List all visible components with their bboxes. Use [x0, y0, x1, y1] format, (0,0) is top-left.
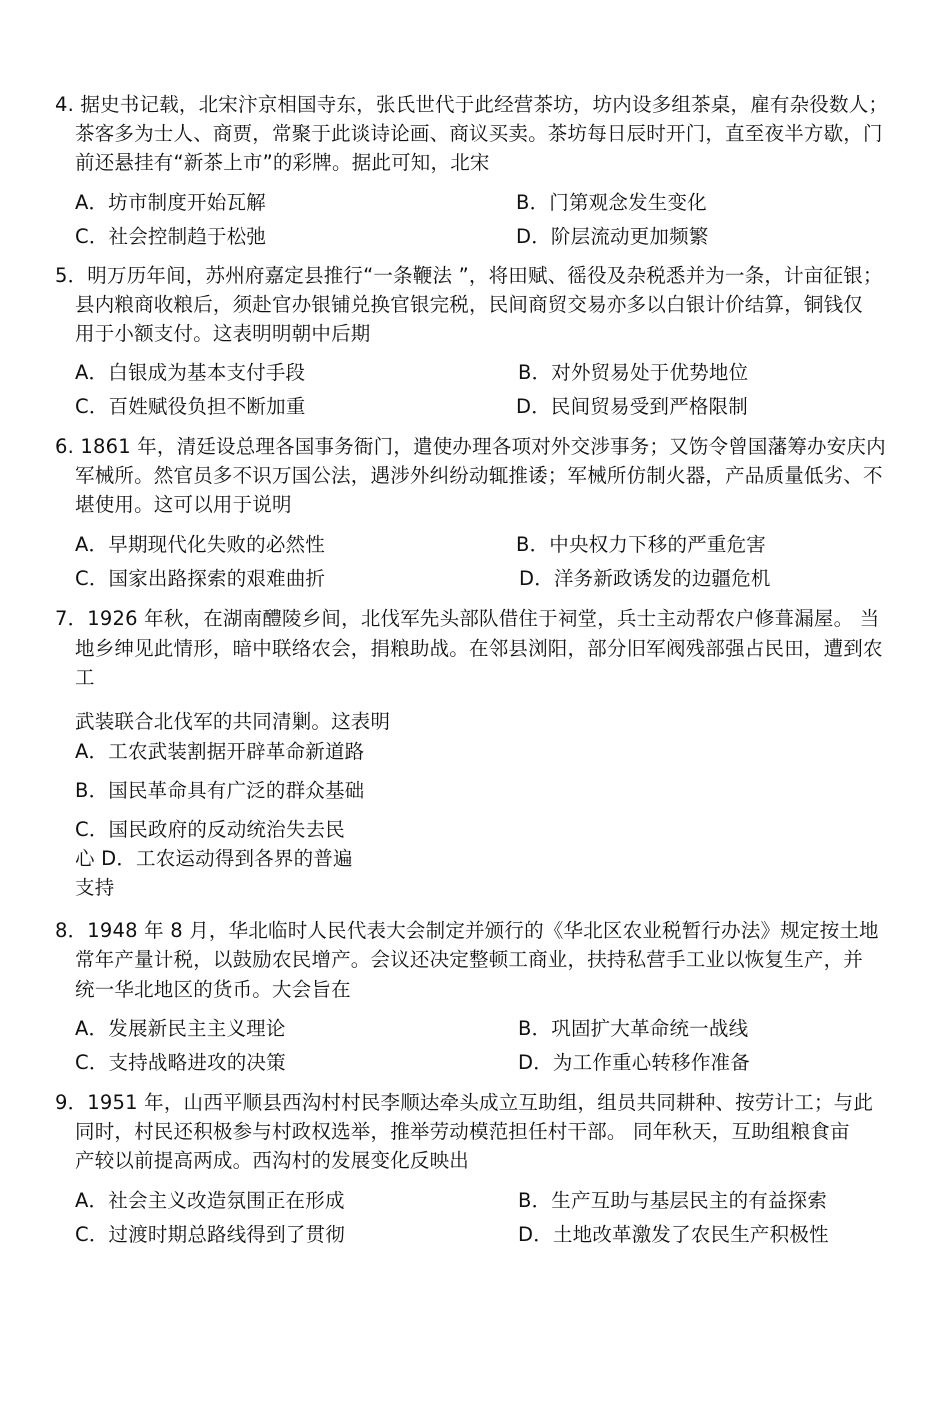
question-9-option-c[interactable]: C．过渡时期总路线得到了贯彻 [75, 1223, 345, 1246]
question-7-stem-line-3: 工 [75, 666, 95, 689]
question-5-option-b[interactable]: B．对外贸易处于优势地位 [518, 361, 749, 384]
question-7-option-c-d-line[interactable]: 心 D．工农运动得到各界的普遍 [75, 847, 353, 870]
question-9-stem-line-3: 产较以前提高两成。西沟村的发展变化反映出 [75, 1149, 470, 1172]
question-6-stem-line-3: 堪使用。这可以用于说明 [75, 493, 292, 516]
question-9-option-b[interactable]: B．生产互助与基层民主的有益探索 [518, 1189, 828, 1212]
question-8-option-b[interactable]: B．巩固扩大革命统一战线 [518, 1017, 749, 1040]
question-7-option-d-tail[interactable]: 支持 [75, 876, 115, 899]
question-5-stem-line-3: 用于小额支付。这表明明朝中后期 [75, 322, 371, 345]
question-4-stem-line-3: 前还悬挂有“新茶上市”的彩牌。据此可知，北宋 [75, 151, 490, 174]
question-9-option-a[interactable]: A．社会主义改造氛围正在形成 [75, 1189, 345, 1212]
question-7-stem-line-4: 武装联合北伐军的共同清剿。这表明 [75, 710, 391, 733]
question-8-stem-line-1: 8．1948 年 8 月，华北临时人民代表大会制定并颁行的《华北区农业税暂行办法》规定按土地 [55, 919, 879, 942]
question-4-option-d[interactable]: D．阶层流动更加频繁 [516, 225, 709, 248]
question-8-option-c[interactable]: C．支持战略进攻的决策 [75, 1051, 286, 1074]
question-8-stem-line-2: 常年产量计税，以鼓励农民增产。会议还决定整顿工商业，扶持私营手工业以恢复生产，并 [75, 948, 864, 971]
question-6-option-d[interactable]: D．洋务新政诱发的边疆危机 [519, 567, 771, 590]
question-5-stem-line-2: 县内粮商收粮后，须赴官办银铺兑换官银完税，民间商贸交易亦多以白银计价结算，铜钱仅 [75, 293, 864, 316]
question-7-option-a[interactable]: A．工农武装割据开辟革命新道路 [75, 740, 365, 763]
question-6-option-b[interactable]: B．中央权力下移的严重危害 [516, 533, 766, 556]
question-6-stem-line-2: 军械所。然官员多不识万国公法，遇涉外纠纷动辄推诿；军械所仿制火器，产品质量低劣、不 [75, 464, 883, 487]
question-8-option-a[interactable]: A．发展新民主主义理论 [75, 1017, 286, 1040]
question-4-option-a[interactable]: A．坊市制度开始瓦解 [75, 191, 266, 214]
question-4-option-c[interactable]: C．社会控制趋于松弛 [75, 225, 267, 248]
question-4-option-b[interactable]: B．门第观念发生变化 [516, 191, 707, 214]
question-5-option-d[interactable]: D．民间贸易受到严格限制 [516, 395, 748, 418]
question-7-option-c[interactable]: C．国民政府的反动统治失去民 [75, 818, 345, 841]
question-7-stem-line-2: 地乡绅见此情形，暗中联络农会，捐粮助战。在邻县浏阳，部分旧军阀残部强占民田，遭到农 [75, 637, 883, 660]
question-4-stem-line-1: 4. 据史书记载，北宋汴京相国寺东，张氏世代于此经营茶坊，坊内设多组茶桌，雇有杂役数人； [55, 93, 889, 116]
question-6-stem-line-1: 6. 1861 年，清廷设总理各国事务衙门，遣使办理各项对外交涉事务；又饬令曾国藩筹办安庆内 [55, 435, 886, 458]
question-6-option-c[interactable]: C．国家出路探索的艰难曲折 [75, 567, 326, 590]
question-9-stem-line-1: 9．1951 年，山西平顺县西沟村村民李顺达牵头成立互助组，组员共同耕种、按劳计工；与此 [55, 1091, 874, 1114]
question-9-stem-line-2: 同时，村民还积极参与村政权选举，推举劳动模范担任村干部。 同年秋天，互助组粮食亩 [75, 1120, 850, 1143]
question-7-stem-line-1: 7．1926 年秋，在湖南醴陵乡间，北伐军先头部队借住于祠堂，兵士主动帮农户修葺漏屋。 当 [55, 607, 880, 630]
question-8-option-d[interactable]: D．为工作重心转移作准备 [518, 1051, 750, 1074]
question-5-option-a[interactable]: A．白银成为基本支付手段 [75, 361, 306, 384]
question-6-option-a[interactable]: A．早期现代化失败的必然性 [75, 533, 325, 556]
question-4-stem-line-2: 茶客多为士人、商贾，常聚于此谈诗论画、商议买卖。茶坊每日辰时开门，直至夜半方歇，门 [75, 122, 883, 145]
question-8-stem-line-3: 统一华北地区的货币。大会旨在 [75, 978, 351, 1001]
question-5-option-c[interactable]: C．百姓赋役负担不断加重 [75, 395, 306, 418]
question-7-option-b[interactable]: B．国民革命具有广泛的群众基础 [75, 779, 365, 802]
question-9-option-d[interactable]: D．土地改革激发了农民生产积极性 [518, 1223, 829, 1246]
question-5-stem-line-1: 5．明万历年间，苏州府嘉定县推行“一条鞭法 ”，将田赋、徭役及杂税悉并为一条，计亩征银； [55, 264, 883, 287]
